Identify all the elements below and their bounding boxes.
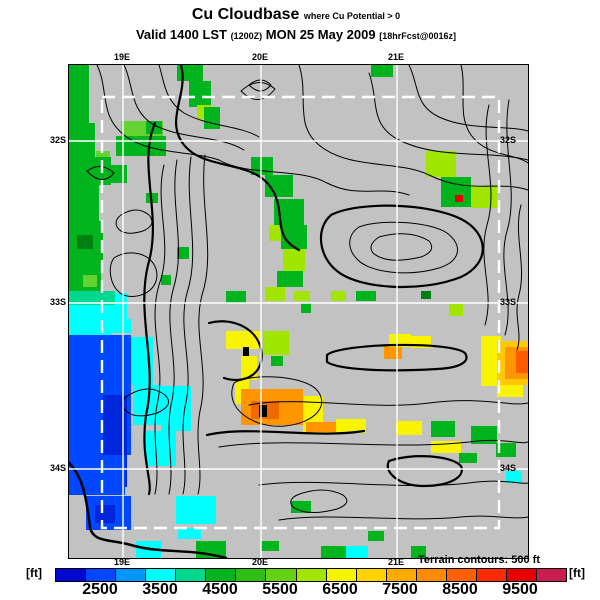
lat-label-left: 33S xyxy=(49,297,66,307)
valid-time-label: Valid 1400 LST xyxy=(135,27,227,42)
title-block xyxy=(0,5,592,43)
cloudbase-patch-g xyxy=(368,531,384,541)
cloudbase-patch-c xyxy=(111,319,131,333)
cloudbase-patch-cg xyxy=(265,287,285,301)
valid-utc-label: (1200Z) xyxy=(230,31,263,41)
cloudbase-patch-g xyxy=(69,123,95,157)
terrain-contours-note: Terrain contours: 500 ft xyxy=(417,554,540,566)
cloudbase-patch-g xyxy=(459,453,477,463)
colorbar-tick-label: 9500 xyxy=(502,581,538,598)
cloudbase-patch-o xyxy=(384,346,402,359)
cloudbase-patch-g xyxy=(189,81,211,107)
cloudbase-patch-cg xyxy=(471,186,497,208)
valid-date-label: MON 25 May 2009 xyxy=(265,27,376,42)
lon-label-top: 19E xyxy=(113,52,131,62)
cloudbase-colorbar xyxy=(55,568,567,582)
colorbar-segment xyxy=(477,569,507,581)
forecast-tag: [18hrFcst@0016z] xyxy=(379,31,457,41)
cloudbase-patch-cg xyxy=(294,291,310,301)
colorbar-segment xyxy=(417,569,447,581)
cloudbase-patch-g xyxy=(356,291,376,301)
colorbar-segment xyxy=(176,569,206,581)
cloudbase-patch-g xyxy=(277,271,303,287)
lat-label-left: 32S xyxy=(49,135,66,145)
cloudbase-patch-o xyxy=(306,422,336,432)
colorbar-segment xyxy=(297,569,327,581)
cloudbase-patch-cg xyxy=(283,249,305,271)
cloudbase-patch-g xyxy=(69,65,89,123)
cloudbase-patch-k xyxy=(259,405,267,417)
page-title: Cu Cloudbase xyxy=(191,6,300,23)
colorbar-segment xyxy=(116,569,146,581)
colorbar-segment xyxy=(507,569,537,581)
colorbar-segment xyxy=(236,569,266,581)
cloudbase-patch-g xyxy=(69,157,111,185)
colorbar-tick-label: 3500 xyxy=(142,581,178,598)
cloudbase-patch-cg xyxy=(331,291,346,301)
lat-label-right: 33S xyxy=(499,297,516,307)
colorbar-tick-label: 6500 xyxy=(322,581,358,598)
cloudbase-patch-k xyxy=(243,347,249,356)
cloudbase-patch-c xyxy=(69,305,127,319)
cloudbase-patch-cg xyxy=(426,151,456,177)
cloudbase-patch-cg xyxy=(263,331,289,355)
lat-label-right: 32S xyxy=(499,135,516,145)
colorbar-segment xyxy=(357,569,387,581)
cloudbase-patch-g xyxy=(161,275,171,285)
title-line-2 xyxy=(0,27,592,43)
colorbar-tick-label: 2500 xyxy=(82,581,118,598)
cloudbase-patch-g xyxy=(69,185,99,221)
lon-label-bottom: 19E xyxy=(113,557,131,567)
cloudbase-patch-g xyxy=(261,541,279,551)
colorbar-segment xyxy=(266,569,296,581)
cloudbase-patch-y xyxy=(497,385,523,397)
colorbar-tick-label: 7500 xyxy=(382,581,418,598)
cloudbase-patch-g xyxy=(431,421,455,437)
lon-label-top: 21E xyxy=(387,52,405,62)
colorbar-segment xyxy=(447,569,477,581)
cloudbase-patch-c xyxy=(346,546,368,558)
lon-label-bottom: 21E xyxy=(387,557,405,567)
colorbar-tick-label: 4500 xyxy=(202,581,238,598)
lat-label-right: 34S xyxy=(499,463,516,473)
site-marker xyxy=(455,195,463,202)
colorbar-tick-label: 8500 xyxy=(442,581,478,598)
cloudbase-patch-y xyxy=(396,421,422,435)
colorbar-segment xyxy=(327,569,357,581)
cloudbase-patch-c xyxy=(69,319,111,335)
cloudbase-patch-g xyxy=(204,107,220,129)
colorbar-unit-left: [ft] xyxy=(26,566,42,580)
forecast-map xyxy=(68,64,529,559)
colorbar-unit-right: [ft] xyxy=(569,566,585,580)
title-line-1 xyxy=(0,5,592,25)
cloudbase-patch-cg xyxy=(269,225,281,241)
colorbar-segment xyxy=(387,569,417,581)
cloudbase-patch-g xyxy=(251,157,273,175)
title-qualifier: where Cu Potential > 0 xyxy=(303,11,401,21)
cloudbase-patch-dg xyxy=(77,235,93,249)
cloudbase-patch-g xyxy=(321,546,346,558)
cloudbase-patch-cg xyxy=(449,304,463,316)
cloudbase-patch-c xyxy=(146,431,176,466)
cloudbase-patch-c xyxy=(178,528,201,539)
cloudbase-patch-db xyxy=(95,505,115,523)
lat-label-left: 34S xyxy=(49,463,66,473)
colorbar-tick-label: 5500 xyxy=(262,581,298,598)
cloudbase-patch-c xyxy=(161,386,191,431)
cloudbase-patch-g xyxy=(226,291,246,303)
cloudbase-patch-dg xyxy=(421,291,431,299)
cloudbase-patch-y xyxy=(303,396,323,424)
cloudbase-patch-c xyxy=(176,496,216,524)
colorbar-segment xyxy=(537,569,566,581)
lon-label-bottom: 20E xyxy=(251,557,269,567)
lon-label-top: 20E xyxy=(251,52,269,62)
cloudbase-patch-g xyxy=(271,356,283,366)
colorbar-segment xyxy=(86,569,116,581)
cloudbase-patch-g xyxy=(371,65,393,77)
colorbar-segment xyxy=(206,569,236,581)
cloudbase-patch-ro xyxy=(516,351,528,373)
colorbar-segment xyxy=(56,569,86,581)
cloudbase-patch-g xyxy=(301,303,311,313)
cloudbase-patch-lg xyxy=(83,275,97,287)
colorbar-segment xyxy=(146,569,176,581)
